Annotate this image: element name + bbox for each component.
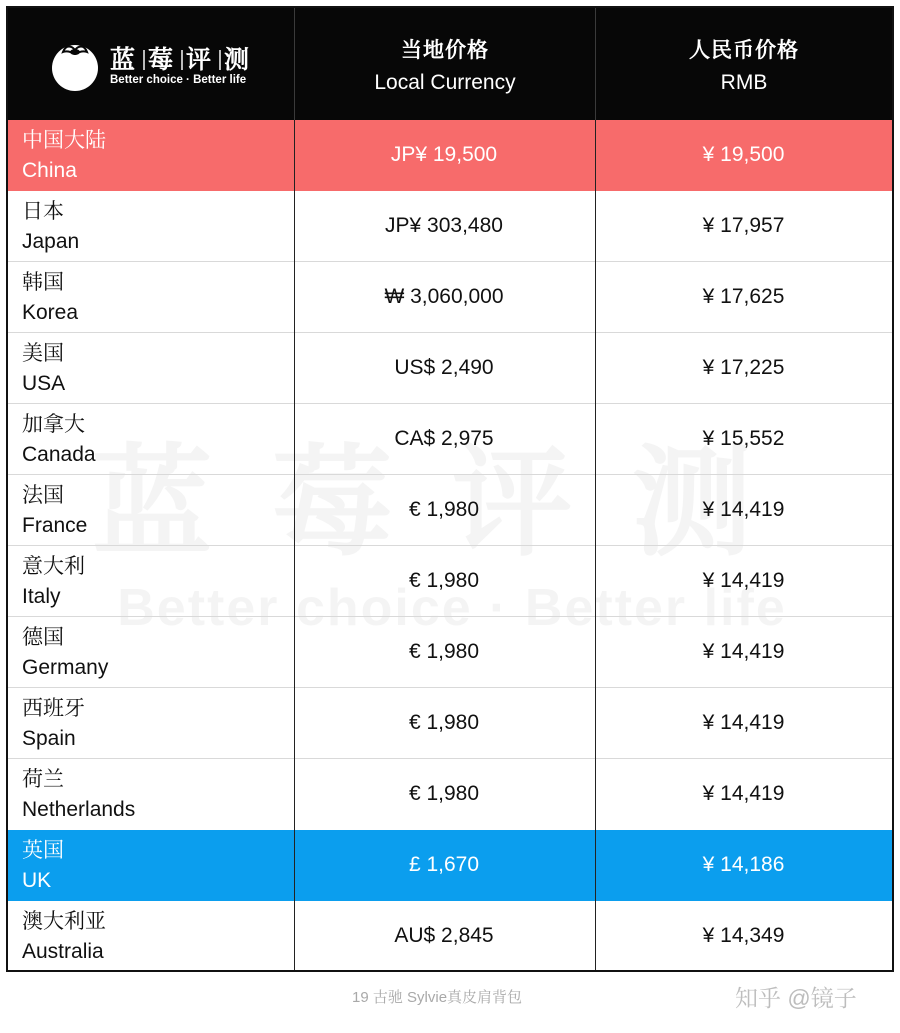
country-cell xyxy=(22,694,85,754)
local-price-cell: € 1,980 xyxy=(408,498,480,521)
country-zh: 德国 xyxy=(22,626,64,649)
rmb-price-cell: ¥ 14,349 xyxy=(702,924,785,947)
header-local-zh: 当地价格 xyxy=(401,38,489,62)
price-table xyxy=(6,6,894,972)
table-row xyxy=(8,759,892,830)
table-row xyxy=(8,262,892,333)
country-zh: 荷兰 xyxy=(22,768,64,791)
local-price-cell: US$ 2,490 xyxy=(394,356,494,379)
rmb-price-cell: ¥ 14,186 xyxy=(702,853,785,876)
rmb-price-cell: ¥ 14,419 xyxy=(702,498,785,521)
table-row xyxy=(8,191,892,262)
table-row xyxy=(8,688,892,759)
country-zh: 美国 xyxy=(22,342,64,365)
brand-divider xyxy=(181,50,183,70)
local-price-cell: ₩ 3,060,000 xyxy=(384,285,504,308)
header-rmb-en: RMB xyxy=(720,70,768,94)
image-caption: 19 古驰 Sylvie真皮肩背包 xyxy=(352,989,523,1006)
table-row xyxy=(8,333,892,404)
local-price-cell: € 1,980 xyxy=(408,711,480,734)
country-cell xyxy=(22,339,65,399)
rmb-price-cell: ¥ 14,419 xyxy=(702,711,785,734)
table-row xyxy=(8,617,892,688)
brand-char: 测 xyxy=(224,46,255,74)
country-en: France xyxy=(22,514,88,537)
country-zh: 加拿大 xyxy=(22,413,85,436)
country-en: China xyxy=(22,159,77,182)
country-zh: 法国 xyxy=(22,484,64,507)
table-body xyxy=(8,120,892,972)
table-row xyxy=(8,901,892,972)
local-price-cell: JP¥ 19,500 xyxy=(390,143,498,166)
local-price-cell: CA$ 2,975 xyxy=(394,427,494,450)
rmb-price-cell: ¥ 14,419 xyxy=(702,782,785,805)
blueberry-logo-icon xyxy=(48,38,102,92)
country-cell xyxy=(22,268,78,328)
brand-logo xyxy=(48,38,288,92)
rmb-price-cell: ¥ 17,225 xyxy=(702,356,785,379)
brand-divider xyxy=(143,50,145,70)
table-row xyxy=(8,404,892,475)
brand-title xyxy=(110,40,254,76)
table-row xyxy=(8,546,892,617)
local-price-cell: £ 1,670 xyxy=(408,853,480,876)
country-en: Canada xyxy=(22,443,96,466)
country-cell xyxy=(22,552,85,612)
rmb-price-cell: ¥ 14,419 xyxy=(702,640,785,663)
brand-char: 评 xyxy=(186,46,217,74)
local-price-cell: AU$ 2,845 xyxy=(394,924,494,947)
country-cell xyxy=(22,197,79,257)
header-rmb-zh: 人民币价格 xyxy=(689,38,799,62)
country-en: Spain xyxy=(22,727,76,750)
country-zh: 中国大陆 xyxy=(22,129,106,152)
country-en: Italy xyxy=(22,585,61,608)
country-zh: 英国 xyxy=(22,839,64,862)
country-zh: 意大利 xyxy=(22,555,85,578)
country-cell xyxy=(22,410,96,470)
country-cell xyxy=(22,623,108,683)
local-price-cell: € 1,980 xyxy=(408,640,480,663)
country-en: Germany xyxy=(22,656,109,679)
rmb-price-cell: ¥ 17,625 xyxy=(702,285,785,308)
country-en: Japan xyxy=(22,230,80,253)
country-cell xyxy=(22,126,106,186)
table-row xyxy=(8,830,892,901)
country-zh: 韩国 xyxy=(22,271,64,294)
header-local-currency xyxy=(295,8,595,120)
country-cell xyxy=(22,907,106,967)
brand-char: 蓝 xyxy=(110,46,141,74)
table-row xyxy=(8,120,892,191)
header-local-en: Local Currency xyxy=(374,70,516,94)
column-divider xyxy=(595,120,596,970)
country-en: USA xyxy=(22,372,66,395)
country-en: Netherlands xyxy=(22,798,136,821)
country-en: UK xyxy=(22,869,52,892)
country-cell xyxy=(22,765,135,825)
rmb-price-cell: ¥ 14,419 xyxy=(702,569,785,592)
brand-slogan: Better choice · Better life xyxy=(110,74,247,86)
brand-char: 莓 xyxy=(148,46,179,74)
country-en: Australia xyxy=(22,940,104,963)
country-en: Korea xyxy=(22,301,79,324)
rmb-price-cell: ¥ 15,552 xyxy=(702,427,785,450)
country-cell xyxy=(22,836,64,896)
local-price-cell: JP¥ 303,480 xyxy=(385,214,503,237)
rmb-price-cell: ¥ 19,500 xyxy=(702,143,785,166)
source-credit: 知乎 @镜子 xyxy=(735,985,857,1011)
country-zh: 西班牙 xyxy=(22,697,85,720)
header-rmb xyxy=(596,8,892,120)
country-cell xyxy=(22,481,87,541)
table-header xyxy=(8,8,892,120)
local-price-cell: € 1,980 xyxy=(408,569,480,592)
table-row xyxy=(8,475,892,546)
country-zh: 日本 xyxy=(22,200,64,223)
local-price-cell: € 1,980 xyxy=(408,782,480,805)
rmb-price-cell: ¥ 17,957 xyxy=(702,214,785,237)
column-divider xyxy=(294,120,295,970)
country-zh: 澳大利亚 xyxy=(22,910,106,933)
brand-divider xyxy=(219,50,221,70)
